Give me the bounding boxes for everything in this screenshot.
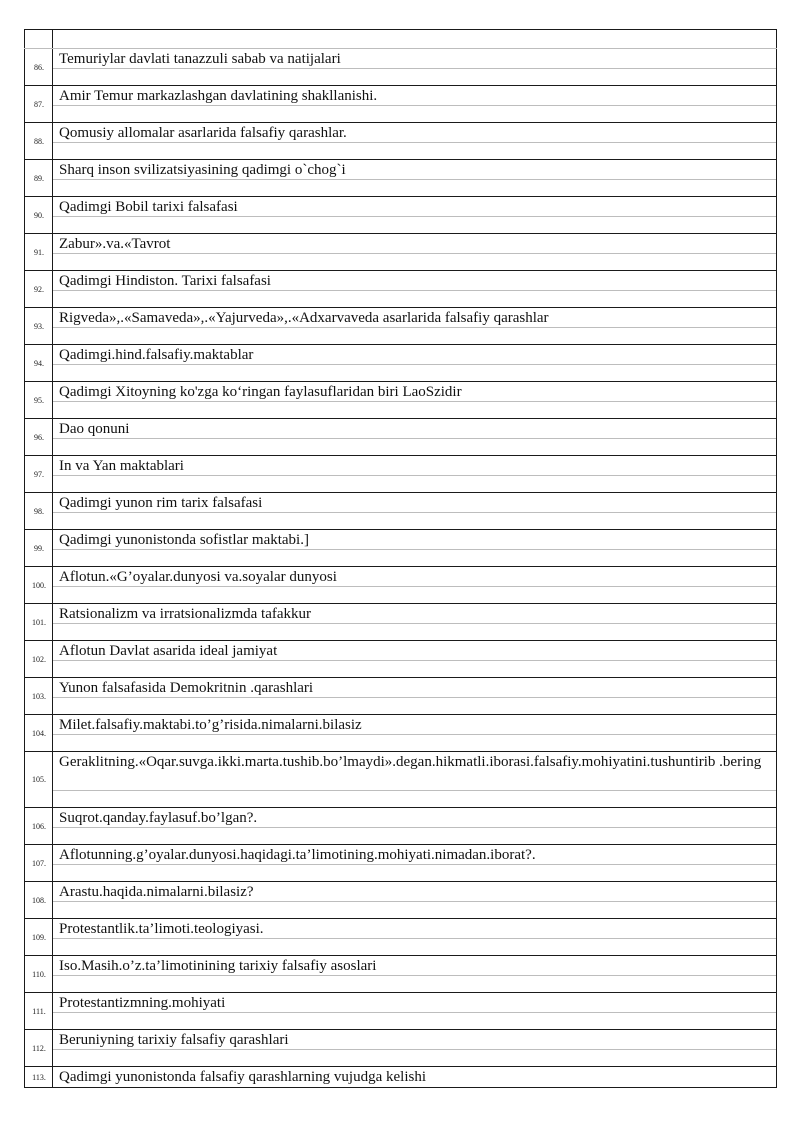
row-number: 89. bbox=[25, 160, 53, 197]
topics-table-body bbox=[25, 30, 777, 1088]
row-topic-text: Zabur».va.«Tavrot bbox=[53, 234, 777, 271]
row-topic-text: Beruniyning tarixiy falsafiy qarashlari bbox=[53, 1030, 777, 1067]
row-topic-text: Suqrot.qanday.faylasuf.bo’lgan?. bbox=[53, 808, 777, 845]
table-row bbox=[25, 1030, 777, 1067]
table-row bbox=[25, 456, 777, 493]
table-row bbox=[25, 49, 777, 86]
row-topic-text: Ratsionalizm va irratsionalizmda tafakkur bbox=[53, 604, 777, 641]
header-text-cell bbox=[53, 30, 777, 49]
row-number: 92. bbox=[25, 271, 53, 308]
row-topic-text: Amir Temur markazlashgan davlatining shakllanishi. bbox=[53, 86, 777, 123]
table-row bbox=[25, 308, 777, 345]
row-number: 87. bbox=[25, 86, 53, 123]
table-row bbox=[25, 1067, 777, 1088]
table-row bbox=[25, 641, 777, 678]
row-number: 103. bbox=[25, 678, 53, 715]
row-topic-text: Sharq inson svilizatsiyasining qadimgi o`chog`i bbox=[53, 160, 777, 197]
table-row bbox=[25, 345, 777, 382]
row-topic-text: Aflotun Davlat asarida ideal jamiyat bbox=[53, 641, 777, 678]
row-number: 105. bbox=[25, 752, 53, 808]
row-number: 98. bbox=[25, 493, 53, 530]
row-number: 112. bbox=[25, 1030, 53, 1067]
topics-table bbox=[24, 29, 777, 1088]
table-row bbox=[25, 197, 777, 234]
row-number: 111. bbox=[25, 993, 53, 1030]
row-topic-text: Temuriylar davlati tanazzuli sabab va natijalari bbox=[53, 49, 777, 86]
table-row bbox=[25, 919, 777, 956]
table-row bbox=[25, 808, 777, 845]
row-topic-text: Milet.falsafiy.maktabi.to’g’risida.nimalarni.bilasiz bbox=[53, 715, 777, 752]
row-number: 101. bbox=[25, 604, 53, 641]
row-number: 96. bbox=[25, 419, 53, 456]
row-topic-text: Iso.Masih.o’z.ta’limotinining tarixiy falsafiy asoslari bbox=[53, 956, 777, 993]
row-topic-text: Rigveda»,.«Samaveda»,.«Yajurveda»,.«Adxarvaveda asarlarida falsafiy qarashlar bbox=[53, 308, 777, 345]
row-topic-text: Qadimgi.hind.falsafiy.maktablar bbox=[53, 345, 777, 382]
row-number: 107. bbox=[25, 845, 53, 882]
table-row bbox=[25, 530, 777, 567]
table-row bbox=[25, 715, 777, 752]
table-header-row bbox=[25, 30, 777, 49]
row-topic-text: Aflotunning.g’oyalar.dunyosi.haqidagi.ta’limotining.mohiyati.nimadan.iborat?. bbox=[53, 845, 777, 882]
row-number: 109. bbox=[25, 919, 53, 956]
row-number: 110. bbox=[25, 956, 53, 993]
row-topic-text: Dao qonuni bbox=[53, 419, 777, 456]
table-row bbox=[25, 993, 777, 1030]
row-number: 100. bbox=[25, 567, 53, 604]
row-topic-text: Aflotun.«G’oyalar.dunyosi va.soyalar dunyosi bbox=[53, 567, 777, 604]
table-row bbox=[25, 752, 777, 808]
row-number: 93. bbox=[25, 308, 53, 345]
row-number: 95. bbox=[25, 382, 53, 419]
table-row bbox=[25, 160, 777, 197]
row-number: 106. bbox=[25, 808, 53, 845]
row-topic-text: Qadimgi Xitoyning ko'zga ko‘ringan faylasuflaridan biri LaoSzidir bbox=[53, 382, 777, 419]
row-topic-text: Protestantlik.ta’limoti.teologiyasi. bbox=[53, 919, 777, 956]
table-row bbox=[25, 845, 777, 882]
row-topic-text: Qadimgi Hindiston. Tarixi falsafasi bbox=[53, 271, 777, 308]
row-topic-text: Qadimgi Bobil tarixi falsafasi bbox=[53, 197, 777, 234]
table-row bbox=[25, 604, 777, 641]
table-row bbox=[25, 567, 777, 604]
row-topic-text: In va Yan maktablari bbox=[53, 456, 777, 493]
row-topic-text: Yunon falsafasida Demokritnin .qarashlari bbox=[53, 678, 777, 715]
table-row bbox=[25, 271, 777, 308]
header-number-cell bbox=[25, 30, 53, 49]
row-number: 91. bbox=[25, 234, 53, 271]
row-number: 90. bbox=[25, 197, 53, 234]
table-row bbox=[25, 86, 777, 123]
table-row bbox=[25, 678, 777, 715]
table-row bbox=[25, 419, 777, 456]
table-row bbox=[25, 956, 777, 993]
row-number: 88. bbox=[25, 123, 53, 160]
row-topic-text: Qadimgi yunonistonda falsafiy qarashlarning vujudga kelishi bbox=[53, 1067, 777, 1088]
table-row bbox=[25, 882, 777, 919]
row-number: 86. bbox=[25, 49, 53, 86]
row-topic-text: Geraklitning.«Oqar.suvga.ikki.marta.tushib.bo’lmaydi».degan.hikmatli.iborasi.falsafiy.mohiyatini.tushuntirib .bering bbox=[53, 752, 777, 808]
row-topic-text: Qomusiy allomalar asarlarida falsafiy qarashlar. bbox=[53, 123, 777, 160]
row-number: 113. bbox=[25, 1067, 53, 1088]
row-number: 97. bbox=[25, 456, 53, 493]
row-number: 102. bbox=[25, 641, 53, 678]
row-number: 94. bbox=[25, 345, 53, 382]
table-row bbox=[25, 493, 777, 530]
table-row bbox=[25, 382, 777, 419]
row-topic-text: Qadimgi yunonistonda sofistlar maktabi.] bbox=[53, 530, 777, 567]
table-row bbox=[25, 234, 777, 271]
row-number: 99. bbox=[25, 530, 53, 567]
row-topic-text: Arastu.haqida.nimalarni.bilasiz? bbox=[53, 882, 777, 919]
row-topic-text: Protestantizmning.mohiyati bbox=[53, 993, 777, 1030]
table-row bbox=[25, 123, 777, 160]
row-number: 108. bbox=[25, 882, 53, 919]
row-topic-text: Qadimgi yunon rim tarix falsafasi bbox=[53, 493, 777, 530]
row-number: 104. bbox=[25, 715, 53, 752]
